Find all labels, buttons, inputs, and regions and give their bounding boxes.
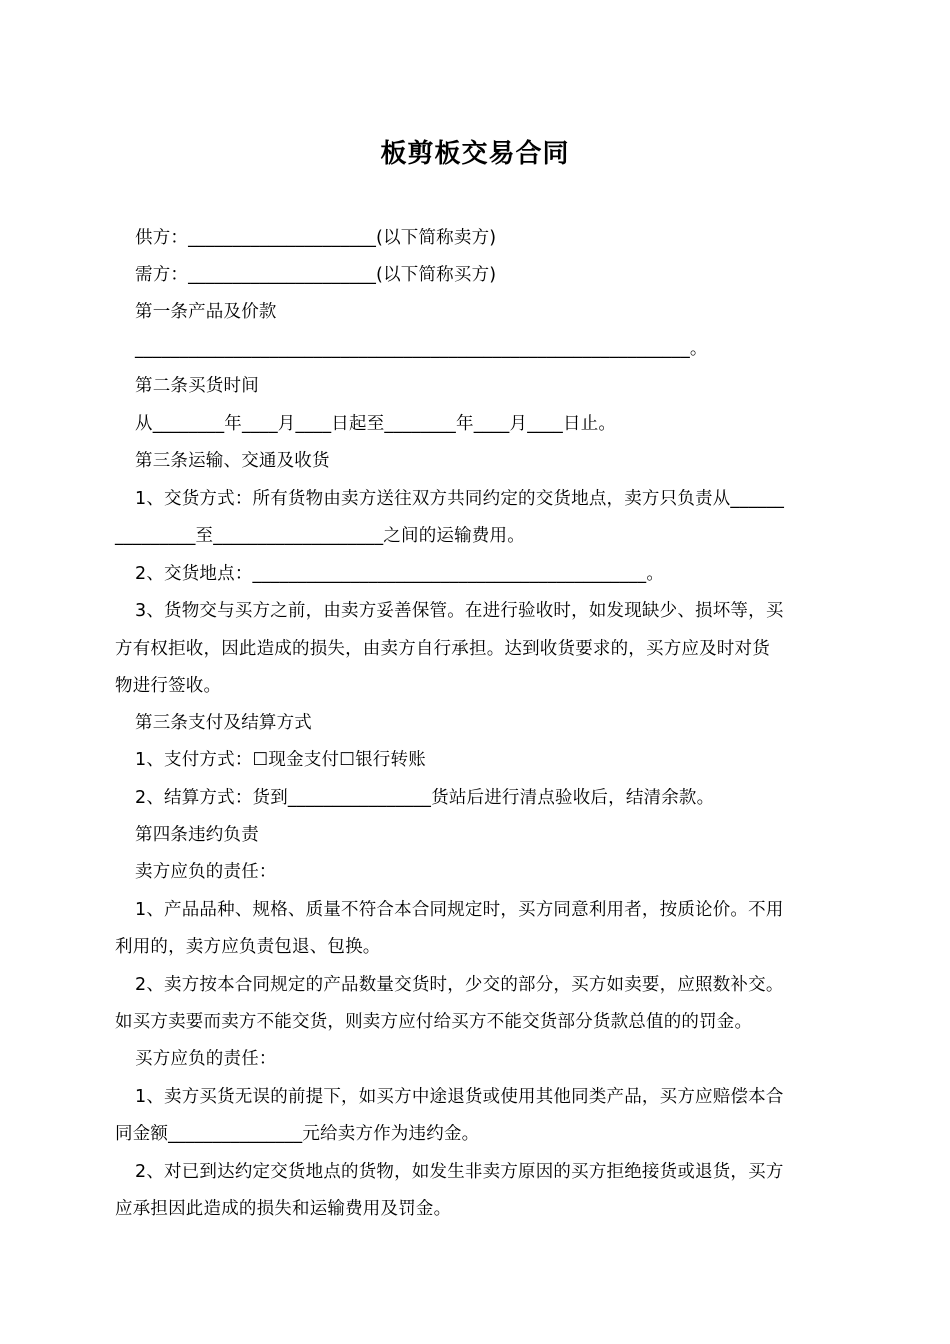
buyer-duty-1-line-2: 同金额_______________元给卖方作为违约金。 <box>115 1124 480 1144</box>
article-2-heading: 第二条买货时间 <box>135 376 259 396</box>
article-3-heading: 第三条运输、交通及收货 <box>135 451 330 471</box>
delivery-place-line: 2、交货地点：____________________________________________。 <box>135 564 665 584</box>
seller-duty-1-line-1: 1、产品品种、规格、质量不符合本合同规定时，买方同意利用者，按质论价。不用 <box>135 900 784 920</box>
seller-duty-2-line-2: 如买方卖要而卖方不能交货，则卖方应付给买方不能交货部分货款总值的的罚金。 <box>115 1012 753 1032</box>
buyer-line: 需方：_____________________(以下简称买方) <box>135 265 497 285</box>
custody-line-3: 物进行签收。 <box>115 676 222 696</box>
supplier-line: 供方：_____________________(以下简称卖方) <box>135 228 497 248</box>
buyer-duty-2-line-1: 2、对已到达约定交货地点的货物，如发生非卖方原因的买方拒绝接货或退货，买方 <box>135 1162 784 1182</box>
payment-heading: 第三条支付及结算方式 <box>135 713 312 733</box>
custody-line-1: 3、货物交与买方之前，由卖方妥善保管。在进行验收时，如发现缺少、损坏等，买 <box>135 601 784 621</box>
delivery-method-line: 1、交货方式：所有货物由卖方送往双方共同约定的交货地点，卖方只负责从______ <box>135 489 785 509</box>
article-1-heading: 第一条产品及价款 <box>135 302 277 322</box>
delivery-period-line: 从________年____月____日起至________年____月____日止。 <box>135 414 617 434</box>
seller-duty-2-line-1: 2、卖方按本合同规定的产品数量交货时，少交的部分，买方如卖要，应照数补交。 <box>135 975 784 995</box>
settlement-line: 2、结算方式：货到________________货站后进行清点验收后，结清余款。 <box>135 788 715 808</box>
delivery-method-cont: _________至___________________之间的运输费用。 <box>115 526 525 546</box>
custody-line-2: 方有权拒收，因此造成的损失，由卖方自行承担。达到收货要求的，买方应及时对货 <box>115 639 770 659</box>
article-1-blank: ______________________________________________________________。 <box>135 339 708 359</box>
buyer-duty-2-line-2: 应承担因此造成的损失和运输费用及罚金。 <box>115 1199 452 1219</box>
seller-duty-heading: 卖方应负的责任： <box>135 862 277 882</box>
buyer-duty-heading: 买方应负的责任： <box>135 1049 277 1069</box>
payment-method-line: 1、支付方式：☐现金支付☐银行转账 <box>135 750 426 770</box>
seller-duty-1-line-2: 利用的，卖方应负责包退、包换。 <box>115 937 381 957</box>
article-4-heading: 第四条违约负责 <box>135 825 259 845</box>
buyer-duty-1-line-1: 1、卖方买货无误的前提下，如买方中途退货或使用其他同类产品，买方应赔偿本合 <box>135 1087 784 1107</box>
document-title: 板剪板交易合同 <box>380 139 570 169</box>
